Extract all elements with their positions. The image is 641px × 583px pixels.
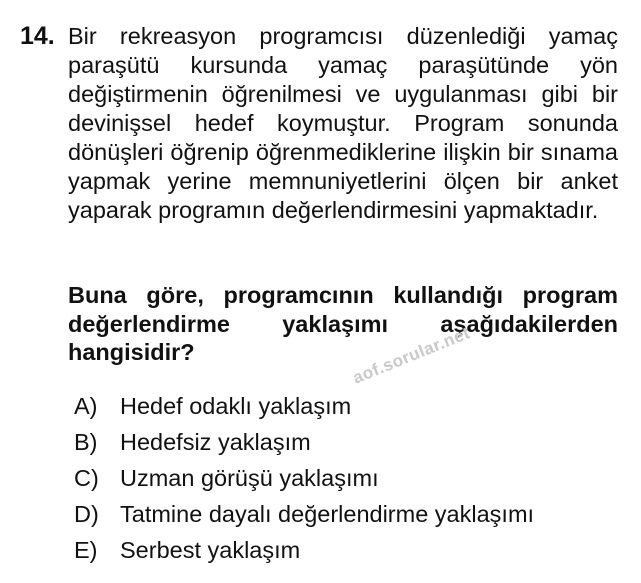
option-letter: A) [74,392,98,419]
option-b[interactable] [74,424,534,460]
question-stem: Bir rekreasyon programcısı düzenlediği yamaç paraşütü kursunda yamaç paraşütünde yön değiştirmenin öğrenilmesi ve uygulanması gibi bir devinişsel hedef koymuştur. Program sonunda dönüşleri öğrenip öğrenmediklerine ilişkin bir sınama yapmak yerine memnuniyetlerini ölçen bir anket yaparak programın değerlendirmesini yapmaktadır. [68,23,618,223]
option-letter: B) [74,428,98,455]
question-prompt: Buna göre, programcının kullandığı program değerlendirme yaklaşımı aşağıdakilerden hangisidir? [68,282,618,365]
option-text: Hedef odaklı yaklaşım [120,392,352,419]
option-c[interactable] [74,460,534,496]
option-a[interactable] [74,388,534,424]
option-letter: C) [74,464,99,491]
option-d[interactable] [74,496,534,532]
watermark-diagonal: aof.sorular.net [350,323,473,388]
option-letter: D) [74,500,99,527]
option-e[interactable] [74,532,534,568]
option-text: Hedefsiz yaklaşım [120,428,311,455]
option-text: Tatmine dayalı değerlendirme yaklaşımı [120,500,535,527]
answer-options [74,388,534,568]
option-text: Uzman görüşü yaklaşımı [120,464,379,491]
option-text: Serbest yaklaşım [120,536,301,563]
option-letter: E) [74,536,98,563]
question-number: 14. [20,22,55,50]
